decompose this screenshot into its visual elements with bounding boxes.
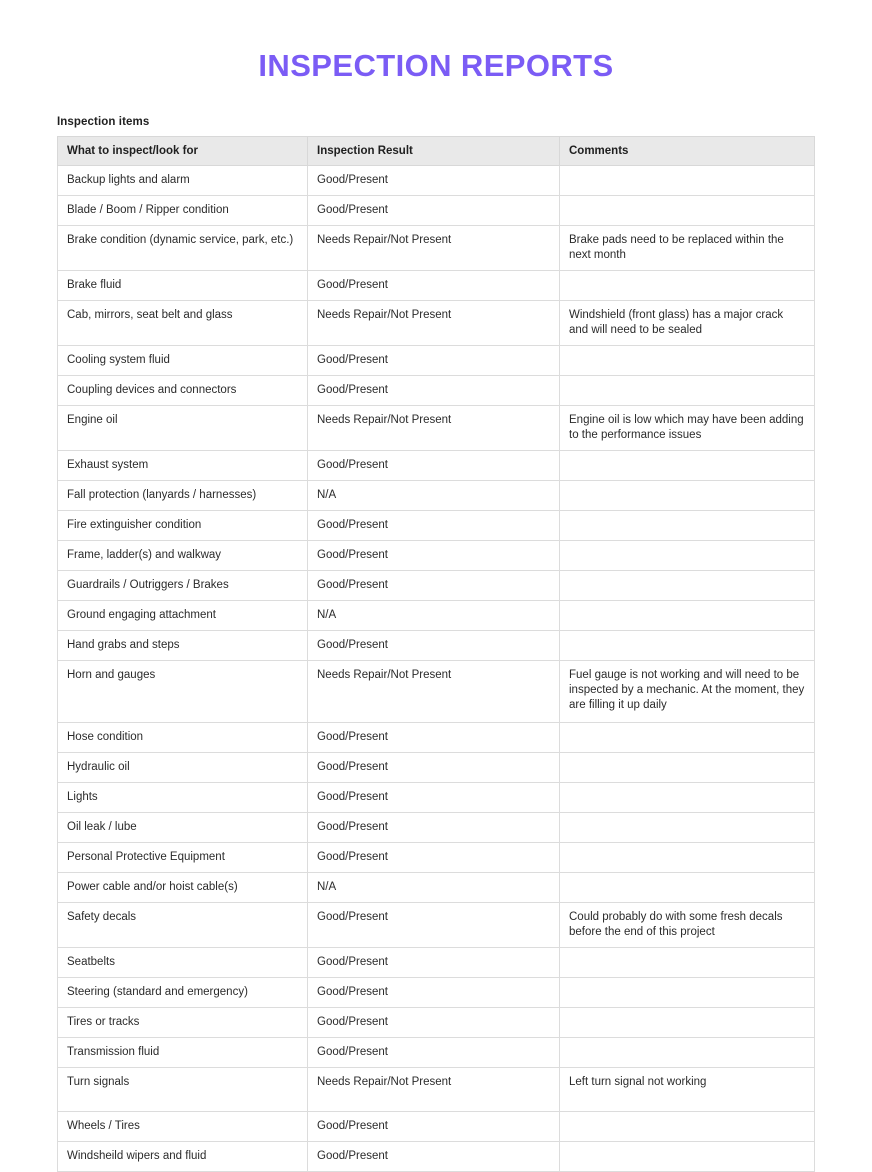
cell-comment [560, 723, 815, 753]
cell-inspection-result: Needs Repair/Not Present [308, 1068, 560, 1112]
cell-inspect-item: Windsheild wipers and fluid [58, 1142, 308, 1172]
cell-inspect-item: Backup lights and alarm [58, 166, 308, 196]
cell-comment [560, 376, 815, 406]
table-row [58, 301, 815, 346]
cell-inspect-item: Coupling devices and connectors [58, 376, 308, 406]
table-row [58, 1142, 815, 1172]
cell-inspection-result: Good/Present [308, 1112, 560, 1142]
section-label-inspection-items: Inspection items [57, 116, 150, 128]
cell-comment [560, 346, 815, 376]
inspection-items-table [57, 136, 815, 1172]
table-row [58, 511, 815, 541]
cell-comment [560, 166, 815, 196]
cell-inspection-result: N/A [308, 481, 560, 511]
cell-comment [560, 1038, 815, 1068]
cell-inspect-item: Brake condition (dynamic service, park, etc.) [58, 226, 308, 271]
cell-inspect-item: Fall protection (lanyards / harnesses) [58, 481, 308, 511]
cell-comment: Left turn signal not working [560, 1068, 815, 1112]
cell-comment [560, 753, 815, 783]
cell-comment [560, 873, 815, 903]
cell-comment: Engine oil is low which may have been adding to the performance issues [560, 406, 815, 451]
cell-inspection-result: Good/Present [308, 196, 560, 226]
cell-inspect-item: Cooling system fluid [58, 346, 308, 376]
table-row [58, 1038, 815, 1068]
cell-inspect-item: Personal Protective Equipment [58, 843, 308, 873]
cell-inspection-result: Good/Present [308, 271, 560, 301]
table-row [58, 571, 815, 601]
table-row [58, 661, 815, 723]
cell-comment [560, 783, 815, 813]
table-row [58, 1008, 815, 1038]
cell-inspect-item: Hydraulic oil [58, 753, 308, 783]
cell-inspect-item: Blade / Boom / Ripper condition [58, 196, 308, 226]
cell-inspect-item: Fire extinguisher condition [58, 511, 308, 541]
cell-inspect-item: Ground engaging attachment [58, 601, 308, 631]
cell-inspection-result: Good/Present [308, 511, 560, 541]
cell-comment [560, 451, 815, 481]
cell-inspection-result: Good/Present [308, 843, 560, 873]
table-row [58, 753, 815, 783]
cell-inspect-item: Oil leak / lube [58, 813, 308, 843]
table-row [58, 813, 815, 843]
cell-comment: Windshield (front glass) has a major crack and will need to be sealed [560, 301, 815, 346]
cell-inspect-item: Cab, mirrors, seat belt and glass [58, 301, 308, 346]
cell-inspection-result: Needs Repair/Not Present [308, 661, 560, 723]
cell-comment [560, 196, 815, 226]
cell-inspection-result: Good/Present [308, 783, 560, 813]
cell-comment: Fuel gauge is not working and will need to be inspected by a mechanic. At the moment, they are filling it up daily [560, 661, 815, 723]
cell-inspect-item: Horn and gauges [58, 661, 308, 723]
table-row [58, 723, 815, 753]
cell-inspection-result: Good/Present [308, 753, 560, 783]
cell-comment [560, 511, 815, 541]
table-row [58, 271, 815, 301]
cell-comment [560, 601, 815, 631]
cell-inspect-item: Hand grabs and steps [58, 631, 308, 661]
table-body [58, 166, 815, 1172]
cell-inspect-item: Tires or tracks [58, 1008, 308, 1038]
column-header-inspection-result: Inspection Result [308, 137, 560, 166]
cell-inspection-result: Good/Present [308, 948, 560, 978]
cell-inspect-item: Brake fluid [58, 271, 308, 301]
cell-comment [560, 1008, 815, 1038]
table-row [58, 1068, 815, 1112]
cell-comment [560, 1112, 815, 1142]
cell-inspection-result: Good/Present [308, 813, 560, 843]
table-header-row [58, 137, 815, 166]
inspection-table-wrapper [57, 136, 814, 1172]
table-row [58, 376, 815, 406]
table-row [58, 843, 815, 873]
cell-comment [560, 843, 815, 873]
cell-inspection-result: Needs Repair/Not Present [308, 301, 560, 346]
cell-comment [560, 1142, 815, 1172]
cell-inspect-item: Seatbelts [58, 948, 308, 978]
cell-inspection-result: Good/Present [308, 631, 560, 661]
table-row [58, 978, 815, 1008]
page-title: INSPECTION REPORTS [258, 48, 614, 83]
cell-inspection-result: Good/Present [308, 903, 560, 948]
cell-inspection-result: Needs Repair/Not Present [308, 406, 560, 451]
cell-inspect-item: Hose condition [58, 723, 308, 753]
cell-inspection-result: N/A [308, 601, 560, 631]
table-row [58, 226, 815, 271]
column-header-comments: Comments [560, 137, 815, 166]
cell-comment [560, 948, 815, 978]
table-row [58, 346, 815, 376]
table-row [58, 1112, 815, 1142]
table-row [58, 166, 815, 196]
cell-comment [560, 631, 815, 661]
cell-inspection-result: Needs Repair/Not Present [308, 226, 560, 271]
cell-inspection-result: N/A [308, 873, 560, 903]
cell-comment [560, 271, 815, 301]
table-row [58, 601, 815, 631]
cell-comment [560, 481, 815, 511]
cell-inspection-result: Good/Present [308, 571, 560, 601]
table-row [58, 783, 815, 813]
cell-inspection-result: Good/Present [308, 723, 560, 753]
table-row [58, 196, 815, 226]
cell-inspect-item: Exhaust system [58, 451, 308, 481]
cell-comment: Brake pads need to be replaced within the next month [560, 226, 815, 271]
cell-inspection-result: Good/Present [308, 451, 560, 481]
table-row [58, 481, 815, 511]
cell-inspect-item: Turn signals [58, 1068, 308, 1112]
cell-inspect-item: Guardrails / Outriggers / Brakes [58, 571, 308, 601]
cell-inspect-item: Engine oil [58, 406, 308, 451]
cell-inspect-item: Frame, ladder(s) and walkway [58, 541, 308, 571]
cell-comment [560, 571, 815, 601]
cell-inspect-item: Steering (standard and emergency) [58, 978, 308, 1008]
cell-inspect-item: Power cable and/or hoist cable(s) [58, 873, 308, 903]
cell-inspect-item: Transmission fluid [58, 1038, 308, 1068]
cell-inspection-result: Good/Present [308, 1008, 560, 1038]
table-row [58, 948, 815, 978]
cell-inspection-result: Good/Present [308, 1142, 560, 1172]
column-header-what-to-inspect: What to inspect/look for [58, 137, 308, 166]
cell-comment: Could probably do with some fresh decals before the end of this project [560, 903, 815, 948]
table-row [58, 873, 815, 903]
table-row [58, 903, 815, 948]
cell-inspection-result: Good/Present [308, 376, 560, 406]
cell-comment [560, 541, 815, 571]
table-row [58, 406, 815, 451]
cell-inspect-item: Safety decals [58, 903, 308, 948]
table-row [58, 631, 815, 661]
table-head [58, 137, 815, 166]
table-row [58, 541, 815, 571]
cell-inspection-result: Good/Present [308, 166, 560, 196]
cell-inspect-item: Lights [58, 783, 308, 813]
cell-inspection-result: Good/Present [308, 346, 560, 376]
cell-inspection-result: Good/Present [308, 541, 560, 571]
cell-comment [560, 813, 815, 843]
cell-inspection-result: Good/Present [308, 1038, 560, 1068]
table-row [58, 451, 815, 481]
cell-inspect-item: Wheels / Tires [58, 1112, 308, 1142]
cell-comment [560, 978, 815, 1008]
cell-inspection-result: Good/Present [308, 978, 560, 1008]
